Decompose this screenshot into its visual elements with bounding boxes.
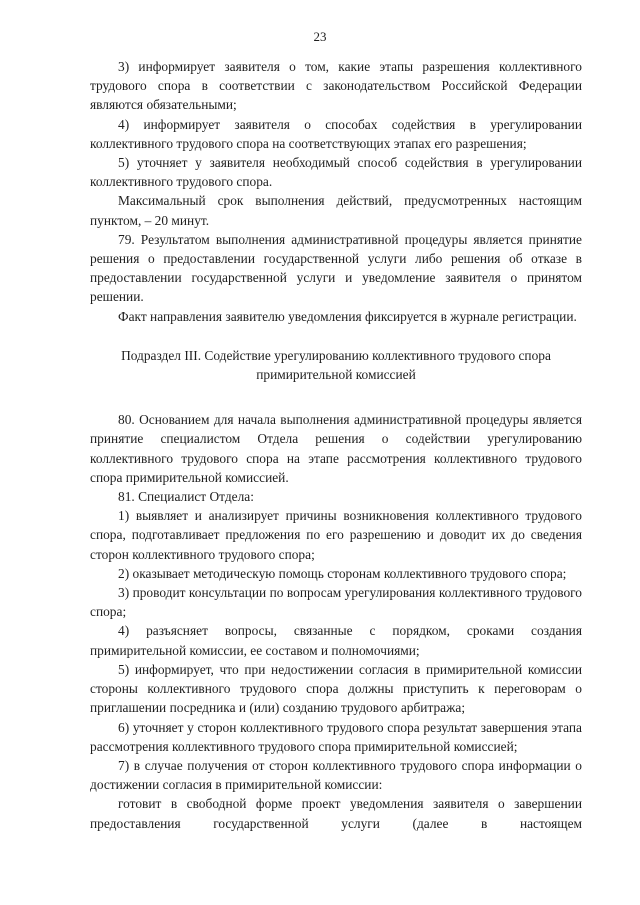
paragraph-81-item-2: 2) оказывает методическую помощь сторонам коллективного трудового спора; <box>118 565 567 581</box>
paragraph-81: 81. Специалист Отдела: <box>118 489 254 505</box>
paragraph-81-item-1: 1) выявляет и анализирует причины возникновения коллективного трудового спора, подготавливает предложения по его разрешению и доводит их до сведения сторон коллективного трудового спора; <box>90 508 582 562</box>
paragraph-prepare-notice: готовит в свободной форме проект уведомления заявителя о завершении предоставления государственной услуги (далее в настоящем <box>90 796 582 831</box>
paragraph-80: 80. Основанием для начала выполнения административной процедуры является принятие специалистом Отдела решения о содействии урегулированию коллективного трудового спора на этапе рассмотрения коллективного трудового спора примирительной комиссией. <box>90 412 582 485</box>
spacer <box>90 384 582 410</box>
paragraph-item-3: 3) информирует заявителя о том, какие этапы разрешения коллективного трудового спора в соответствии с законодательством Российской Федерации являются обязательными; <box>90 59 582 113</box>
page-number: 23 <box>313 29 327 44</box>
paragraph-79: 79. Результатом выполнения административной процедуры является принятие решения о предоставлении государственной услуги либо решения об отказе в предоставлении государственной услуги и уведомление заявителя о принятом решении. <box>90 231 582 305</box>
paragraph-item-4: 4) информирует заявителя о способах содействия в урегулировании коллективного трудового спора на соответствующих этапах его разрешения; <box>90 116 582 151</box>
section-heading: Подраздел III. Содействие урегулированию коллективного трудового спора примирительной комиссией <box>121 347 551 383</box>
paragraph-81-item-6: 6) уточняет у сторон коллективного трудового спора результат завершения этапа рассмотрения коллективного трудового спора примирительной комиссией; <box>90 719 582 754</box>
paragraph-registration: Факт направления заявителю уведомления фиксируется в журнале регистрации. <box>118 308 577 324</box>
paragraph-81-item-5: 5) информирует, что при недостижении согласия в примирительной комиссии стороны коллективного трудового спора должны приступить к переговорам о приглашении посредника и (или) созданию трудового арбитража; <box>90 661 582 716</box>
paragraph-81-item-7: 7) в случае получения от сторон коллективного трудового спора информации о достижении согласия в примирительной комиссии: <box>90 757 582 793</box>
paragraph-81-item-3: 3) проводит консультации по вопросам урегулирования коллективного трудового спора; <box>90 585 582 620</box>
paragraph-81-item-4: 4) разъясняет вопросы, связанные с порядком, сроками создания примирительной комиссии, ее составом и полномочиями; <box>90 623 582 658</box>
paragraph-item-5: 5) уточняет у заявителя необходимый способ содействия в урегулировании коллективного трудового спора. <box>90 155 582 190</box>
paragraph-max-time: Максимальный срок выполнения действий, предусмотренных настоящим пунктом, – 20 минут. <box>90 193 582 228</box>
document-body <box>90 57 582 833</box>
